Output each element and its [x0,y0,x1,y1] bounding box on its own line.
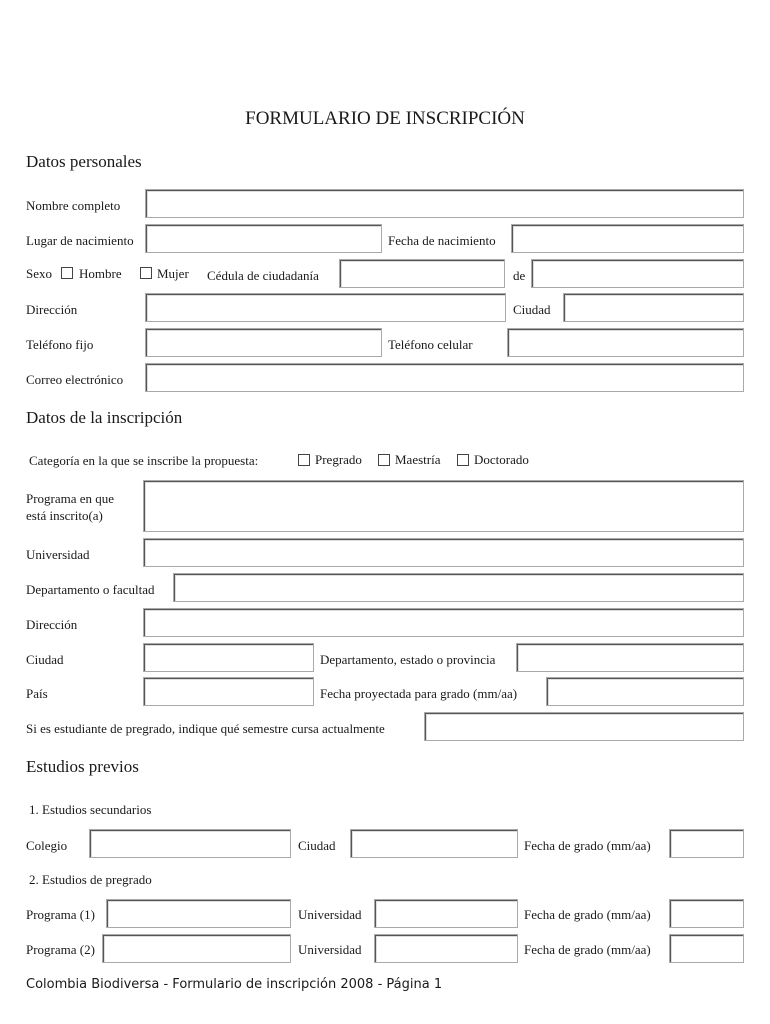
section-personal-heading: Datos personales [26,152,142,171]
full-name-label: Nombre completo [26,198,121,213]
section-registration-heading: Datos de la inscripción [26,408,183,427]
sex-female-checkbox[interactable] [140,267,152,279]
full-name-input[interactable] [145,189,744,218]
category-undergrad-checkbox[interactable] [298,454,310,466]
birth-place-input[interactable] [145,224,382,253]
city-label: Ciudad [513,302,551,317]
reg-city-label: Ciudad [26,652,64,667]
reg-address-input[interactable] [143,608,744,637]
landline-label: Teléfono fijo [26,337,94,352]
semester-label: Si es estudiante de pregrado, indique qué semestre cursa actualmente [26,721,385,736]
birth-place-label: Lugar de nacimiento [26,233,134,248]
program1-grad-date-input[interactable] [669,899,744,928]
birth-date-label: Fecha de nacimiento [388,233,496,248]
program-label-line2: está inscrito(a) [26,508,103,523]
city-input[interactable] [563,293,744,322]
category-masters-checkbox[interactable] [378,454,390,466]
program1-university-input[interactable] [374,899,518,928]
id-from-label: de [513,268,526,283]
mobile-label: Teléfono celular [388,337,473,352]
reg-address-label: Dirección [26,617,78,632]
grad-date-input[interactable] [546,677,744,706]
address-input[interactable] [145,293,506,322]
program2-grad-date-input[interactable] [669,934,744,963]
reg-city-input[interactable] [143,643,314,672]
school-input[interactable] [89,829,291,858]
program2-label: Programa (2) [26,942,95,957]
state-label: Departamento, estado o provincia [320,652,496,667]
birth-date-input[interactable] [511,224,744,253]
department-input[interactable] [173,573,744,602]
address-label: Dirección [26,302,78,317]
page-title: FORMULARIO DE INSCRIPCIÓN [245,108,525,129]
school-grad-date-input[interactable] [669,829,744,858]
section-previous-heading: Estudios previos [26,757,139,776]
program2-input[interactable] [102,934,291,963]
category-undergrad-label: Pregrado [315,452,362,467]
sex-male-checkbox[interactable] [61,267,73,279]
semester-input[interactable] [424,712,744,741]
sex-male-label: Hombre [79,266,122,281]
program1-university-label: Universidad [298,907,362,922]
category-doctorate-label: Doctorado [474,452,529,467]
program-input[interactable] [143,480,744,532]
school-city-input[interactable] [350,829,518,858]
sex-label: Sexo [26,266,52,281]
category-label: Categoría en la que se inscribe la propuesta: [29,453,259,468]
secondary-studies-label: 1. Estudios secundarios [29,802,152,817]
email-input[interactable] [145,363,744,392]
program1-grad-date-label: Fecha de grado (mm/aa) [524,907,651,922]
department-label: Departamento o facultad [26,582,155,597]
program1-label: Programa (1) [26,907,95,922]
state-input[interactable] [516,643,744,672]
program-label-line1: Programa en que [26,491,115,506]
id-card-label: Cédula de ciudadanía [207,268,319,283]
program2-grad-date-label: Fecha de grado (mm/aa) [524,942,651,957]
email-label: Correo electrónico [26,372,124,387]
sex-female-label: Mujer [157,266,189,281]
mobile-input[interactable] [507,328,744,357]
landline-input[interactable] [145,328,382,357]
university-label: Universidad [26,547,90,562]
country-input[interactable] [143,677,314,706]
category-doctorate-checkbox[interactable] [457,454,469,466]
school-grad-date-label: Fecha de grado (mm/aa) [524,838,651,853]
id-card-input[interactable] [339,259,505,288]
program1-input[interactable] [106,899,291,928]
country-label: País [26,686,48,701]
undergrad-studies-label: 2. Estudios de pregrado [29,872,152,887]
id-from-input[interactable] [531,259,744,288]
grad-date-label: Fecha proyectada para grado (mm/aa) [320,686,518,701]
program2-university-label: Universidad [298,942,362,957]
page-footer: Colombia Biodiversa - Formulario de inscripción 2008 - Página 1 [26,977,443,992]
category-masters-label: Maestría [395,452,441,467]
program2-university-input[interactable] [374,934,518,963]
school-label: Colegio [26,838,68,853]
university-input[interactable] [143,538,744,567]
school-city-label: Ciudad [298,838,336,853]
